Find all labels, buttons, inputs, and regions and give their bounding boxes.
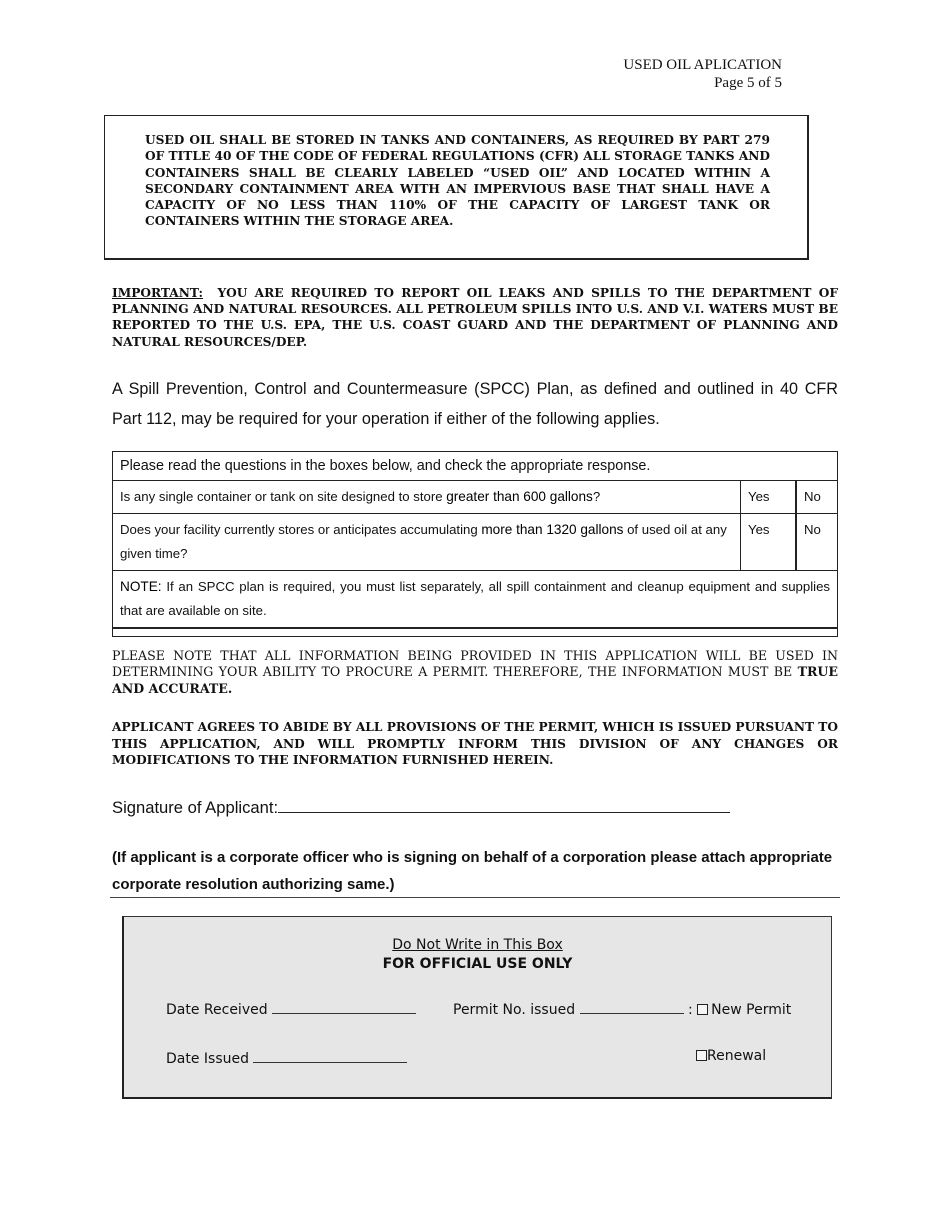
please-note-paragraph: PLEASE NOTE THAT ALL INFORMATION BEING PROVIDED IN THIS APPLICATION WILL BE USED IN DETERMINING YOUR ABILITY TO PROCURE A PERMIT. THEREFORE, THE INFORMATION MUST BE TRUE AND ACCURATE.: [112, 648, 838, 696]
permit-no-line[interactable]: [580, 999, 684, 1014]
signature-label: Signature of Applicant:: [112, 798, 279, 817]
question-2-yes[interactable]: Yes: [741, 514, 797, 571]
page-header: [623, 56, 782, 92]
storage-notice-text: USED OIL SHALL BE STORED IN TANKS AND CONTAINERS, AS REQUIRED BY PART 279 OF TITLE 40 OF THE CODE OF FEDERAL REGULATIONS (CFR) ALL STORAGE TANKS AND CONTAINERS SHALL BE CLEARLY LABELED “USED OIL” AND LOCATED WITHIN A SECONDARY CONTAINMENT AREA WITH AN IMPERVIOUS BASE THAT SHALL HAVE A CAPACITY OF NO LESS THAN 110% OF THE CAPACITY OF LARGEST TANK OR CONTAINERS WITHIN THE STORAGE AREA.: [145, 133, 770, 229]
permit-colon: :: [687, 1002, 693, 1018]
corporate-note: (If applicant is a corporate officer who is signing on behalf of a corporation please attach appropriate corporate resolution authorizing same.): [112, 849, 833, 893]
official-use-label: FOR OFFICIAL USE ONLY: [382, 956, 573, 972]
important-label: IMPORTANT:: [112, 286, 204, 300]
page-number: Page 5 of 5: [714, 75, 782, 91]
divider: [110, 897, 840, 898]
document-title: USED OIL APLICATION: [623, 57, 782, 73]
renewal-checkbox[interactable]: [696, 1050, 707, 1061]
date-received-field: [166, 999, 416, 1018]
empty-strip: [113, 628, 838, 637]
note-text: If an SPCC plan is required, you must list separately, all spill containment and cleanup equipment and supplies that are available on site.: [120, 579, 830, 618]
true-and-accurate: TRUE AND ACCURATE.: [112, 664, 838, 696]
important-text: YOU ARE REQUIRED TO REPORT OIL LEAKS AND SPILLS TO THE DEPARTMENT OF PLANNING AND NATURAL RESOURCES. ALL PETROLEUM SPILLS INTO U.S. AND V.I. WATERS MUST BE REPORTED TO THE U.S. EPA, THE U.S. COAST GUARD AND THE DEPARTMENT OF PLANNING AND NATURAL RESOURCES/DEP.: [112, 286, 838, 349]
agreement-paragraph: APPLICANT AGREES TO ABIDE BY ALL PROVISIONS OF THE PERMIT, WHICH IS ISSUED PURSUANT TO THIS APPLICATION, AND WILL PROMPTLY INFORM THIS DIVISION OF ANY CHANGES OR MODIFICATIONS TO THE INFORMATION FURNISHED HEREIN.: [112, 720, 838, 767]
storage-notice-box: [104, 115, 809, 260]
renewal-field: [696, 1048, 766, 1064]
table-row: [113, 481, 838, 514]
question-1-yes[interactable]: Yes: [741, 481, 797, 514]
new-permit-checkbox[interactable]: [697, 1004, 708, 1015]
question-2-emphasis: more than 1320 gallons: [481, 522, 624, 537]
spcc-note: [113, 571, 838, 629]
renewal-label: Renewal: [707, 1048, 767, 1064]
question-2: Does your facility currently stores or anticipates accumulating more than 1320 gallons of used oil at any given time?: [113, 514, 741, 571]
permit-no-label: Permit No. issued: [453, 1002, 576, 1018]
table-row: [113, 571, 838, 629]
date-received-line[interactable]: [272, 999, 416, 1014]
date-issued-label: Date Issued: [166, 1051, 250, 1067]
table-row: [113, 514, 838, 571]
date-received-label: Date Received: [166, 1002, 268, 1018]
new-permit-label: New Permit: [711, 1002, 792, 1018]
spcc-question-table: [112, 451, 838, 637]
signature-line[interactable]: [278, 795, 730, 813]
question-1-no[interactable]: No: [796, 481, 838, 514]
do-not-write-label: Do Not Write in This Box: [392, 937, 563, 953]
official-title: [124, 936, 831, 974]
date-issued-line[interactable]: [253, 1048, 407, 1063]
spcc-intro: A Spill Prevention, Control and Countermeasure (SPCC) Plan, as defined and outlined in 40 CFR Part 112, may be required for your operation if either of the following applies.: [112, 380, 838, 428]
table-row: [113, 628, 838, 637]
permit-no-field: [453, 999, 791, 1018]
question-1-emphasis: greater than 600 gallons: [446, 489, 593, 504]
table-instruction: Please read the questions in the boxes below, and check the appropriate response.: [113, 452, 838, 481]
important-notice: [112, 285, 838, 350]
question-1: Is any single container or tank on site designed to store greater than 600 gallons?: [113, 481, 741, 514]
date-issued-field: [166, 1048, 407, 1067]
question-2-no[interactable]: No: [796, 514, 838, 571]
note-label: NOTE:: [120, 579, 162, 594]
table-row: [113, 452, 838, 481]
signature-field: [112, 795, 730, 818]
official-use-box: [122, 916, 832, 1099]
